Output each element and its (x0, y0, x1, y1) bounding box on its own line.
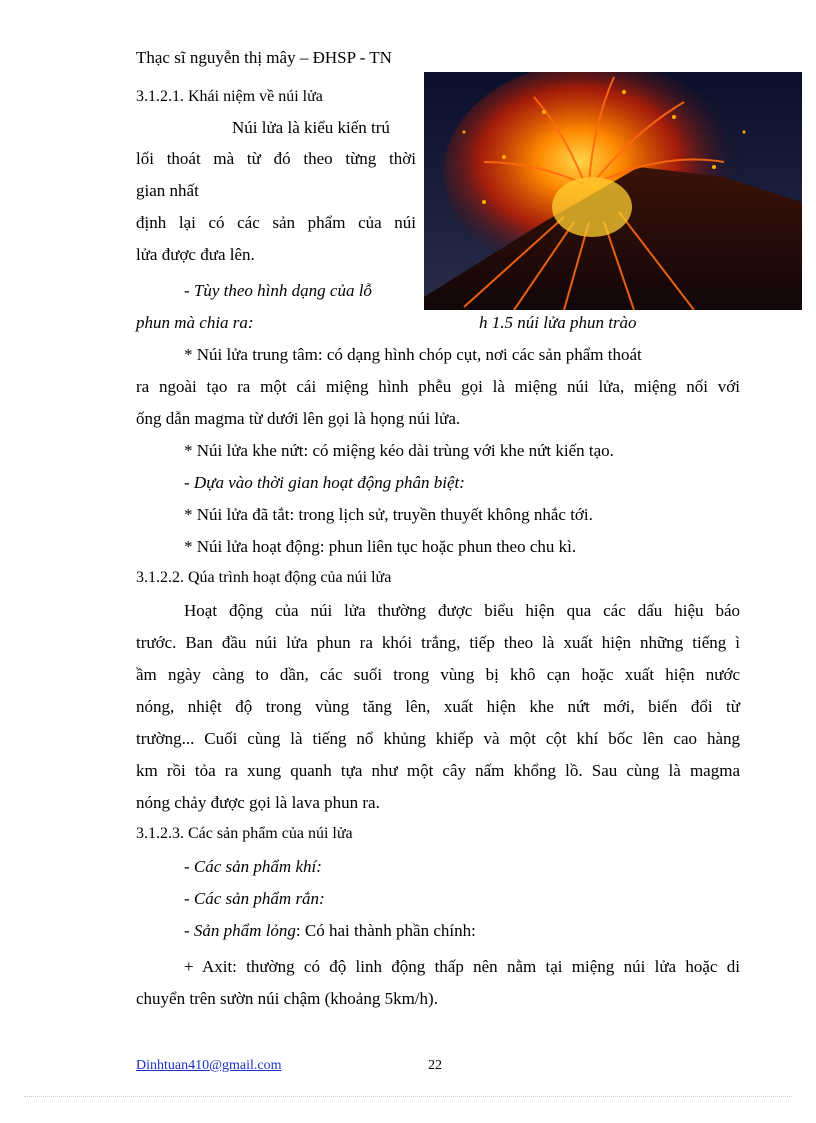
paragraph-line: Hoạt động của núi lửa thường được biểu hiện qua các dấu hiệu báo (184, 601, 740, 620)
paragraph-line: - Dựa vào thời gian hoạt động phân biệt: (184, 473, 465, 492)
section-heading-3: 3.1.2.3. Các sản phẩm của núi lửa (136, 825, 353, 842)
footer-email-link[interactable]: Dinhtuan410@gmail.com (136, 1058, 282, 1073)
paragraph-line: ống dẫn magma từ dưới lên gọi là họng núi lửa. (136, 409, 461, 428)
list-item-label: - Sản phẩm lỏng (184, 921, 296, 940)
page-bottom-rule (24, 1096, 792, 1097)
section-heading-2: 3.1.2.2. Qúa trình hoạt động của núi lửa (136, 569, 392, 586)
page-header: Thạc sĩ nguyễn thị mây – ĐHSP - TN (136, 48, 392, 67)
page-number: 22 (428, 1058, 442, 1073)
paragraph-line: + Axit: thường có độ linh động thấp nên nằm tại miệng núi lửa hoặc di (184, 957, 740, 976)
paragraph-line: chuyển trên sườn núi chậm (khoảng 5km/h). (136, 989, 438, 1008)
paragraph-line: ra ngoài tạo ra một cái miệng hình phễu gọi là miệng núi lửa, miệng nối với (136, 377, 740, 396)
paragraph-line: - Tùy theo hình dạng của lỗ (184, 281, 372, 300)
paragraph-line: trường... Cuối cùng là tiếng nổ khủng khiếp và một cột khí bốc lên cao hàng (136, 729, 740, 748)
paragraph-line: lửa được đưa lên. (136, 245, 255, 264)
paragraph-line: định lại có các sản phẩm của núi (136, 213, 416, 232)
list-item: * Núi lửa khe nứt: có miệng kéo dài trùng với khe nứt kiến tạo. (184, 441, 614, 460)
paragraph-line: nóng chảy được gọi là lava phun ra. (136, 793, 380, 812)
figure-caption: h 1.5 núi lửa phun trào (479, 313, 637, 332)
paragraph-line: trước. Ban đầu núi lửa phun ra khói trắng, tiếp theo là xuất hiện những tiếng ì (136, 633, 740, 652)
paragraph-line: nóng, nhiệt độ trong vùng tăng lên, xuất hiện khe nứt mới, biến đổi từ (136, 697, 740, 716)
paragraph-line: Núi lửa là kiểu kiến trú (232, 118, 390, 137)
paragraph-line: lối thoát mà từ đó theo từng thời (136, 149, 416, 168)
paragraph-line: ầm ngày càng to dần, các suối trong vùng bị khô cạn hoặc xuất hiện nước (136, 665, 740, 684)
list-item: * Núi lửa đã tắt: trong lịch sử, truyền thuyết không nhắc tới. (184, 505, 593, 524)
list-item: * Núi lửa hoạt động: phun liên tục hoặc phun theo chu kì. (184, 537, 577, 556)
list-item: - Các sản phẩm khí: (184, 857, 322, 876)
list-item-text: : Có hai thành phần chính: (295, 921, 476, 940)
paragraph-line: phun mà chia ra: (136, 313, 254, 332)
paragraph-line: km rồi tỏa ra xung quanh tựa như một cây nấm khổng lồ. Sau cùng là magma (136, 761, 740, 780)
list-item: - Các sản phẩm rắn: (184, 889, 325, 908)
section-heading-1: 3.1.2.1. Khái niệm về núi lửa (136, 88, 323, 105)
paragraph-line: * Núi lửa trung tâm: có dạng hình chóp cụt, nơi các sản phẩm thoát (184, 345, 642, 364)
list-item (184, 921, 476, 941)
volcano-eruption-image (424, 72, 802, 310)
paragraph-line: gian nhất (136, 181, 199, 200)
